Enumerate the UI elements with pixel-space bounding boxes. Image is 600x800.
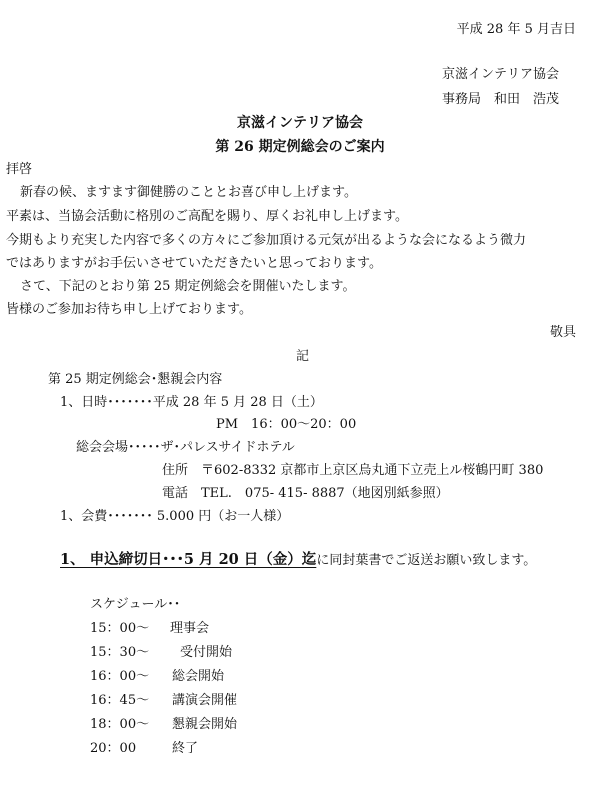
title-line-2: 第 26 期定例総会のご案内 (215, 139, 385, 155)
schedule-event: 理事会 (170, 621, 210, 636)
paragraph-3a: 今期もより充実した内容で多くの方々にご参加頂ける元気が出るような会になるよう微力 (6, 233, 527, 248)
closing: 敬具 (549, 325, 576, 340)
schedule-time: 15：00～ (90, 621, 150, 636)
sender-name: 事務局 和田 浩茂 (442, 92, 560, 107)
paragraph-2: 平素は、当協会活動に格別のご高配を賜り、厚くお礼申し上げます。 (6, 209, 408, 224)
schedule-event: 総会開始 (172, 669, 225, 684)
title-line-1: 京滋インテリア協会 (237, 115, 363, 131)
greeting: 拝啓 (6, 162, 33, 177)
address-item: 住所 〒602-8332 京都市上京区烏丸通下立売上ル桜鶴円町 380 (162, 463, 544, 478)
schedule-time: 18：00～ (90, 717, 150, 732)
venue-item: 総会会場･････ザ･パレスサイドホテル (76, 440, 295, 455)
schedule-heading: スケジュール･･ (90, 597, 181, 612)
schedule-time: 16：45～ (90, 693, 150, 708)
fee-item: 1、会費･･･････ 5.000 円（お一人様） (60, 509, 290, 524)
schedule-event: 終了 (172, 741, 199, 756)
date-item: 1、日時･･･････平成 28 年 5 月 28 日（土） (60, 395, 323, 410)
paragraph-4: さて、下記のとおり第 25 期定例総会を開催いたします。 (20, 279, 356, 294)
sender-org: 京滋インテリア協会 (442, 67, 560, 82)
paragraph-3b: ではありますがお手伝いさせていただきたいと思っております。 (6, 256, 382, 271)
deadline-line (60, 552, 536, 569)
paragraph-5: 皆様のご参加お待ち申し上げております。 (6, 302, 252, 317)
schedule-time: 20：00 (90, 741, 137, 756)
schedule-time: 15：30～ (90, 645, 150, 660)
schedule-event: 懇親会開始 (172, 717, 238, 732)
schedule-event: 受付開始 (180, 645, 233, 660)
date-line: 平成 28 年 5 月吉日 (456, 22, 576, 37)
deadline-rest: に同封葉書でご返送お願い致します。 (316, 553, 537, 568)
phone-item: 電話 TEL. 075- 415- 8887（地図別紙参照） (162, 486, 449, 501)
schedule-time: 16：00～ (90, 669, 150, 684)
schedule-event: 講演会開催 (172, 693, 238, 708)
paragraph-1: 新春の候、ますます御健勝のこととお喜び申し上げます。 (20, 185, 357, 200)
deadline-label: 1、 申込締切日･･･5 月 20 日（金）迄 (60, 551, 317, 568)
record-heading: 記 (296, 349, 310, 364)
record-subtitle: 第 25 期定例総会･懇親会内容 (48, 372, 223, 387)
time-item: PM 16：00～20：00 (216, 417, 357, 432)
